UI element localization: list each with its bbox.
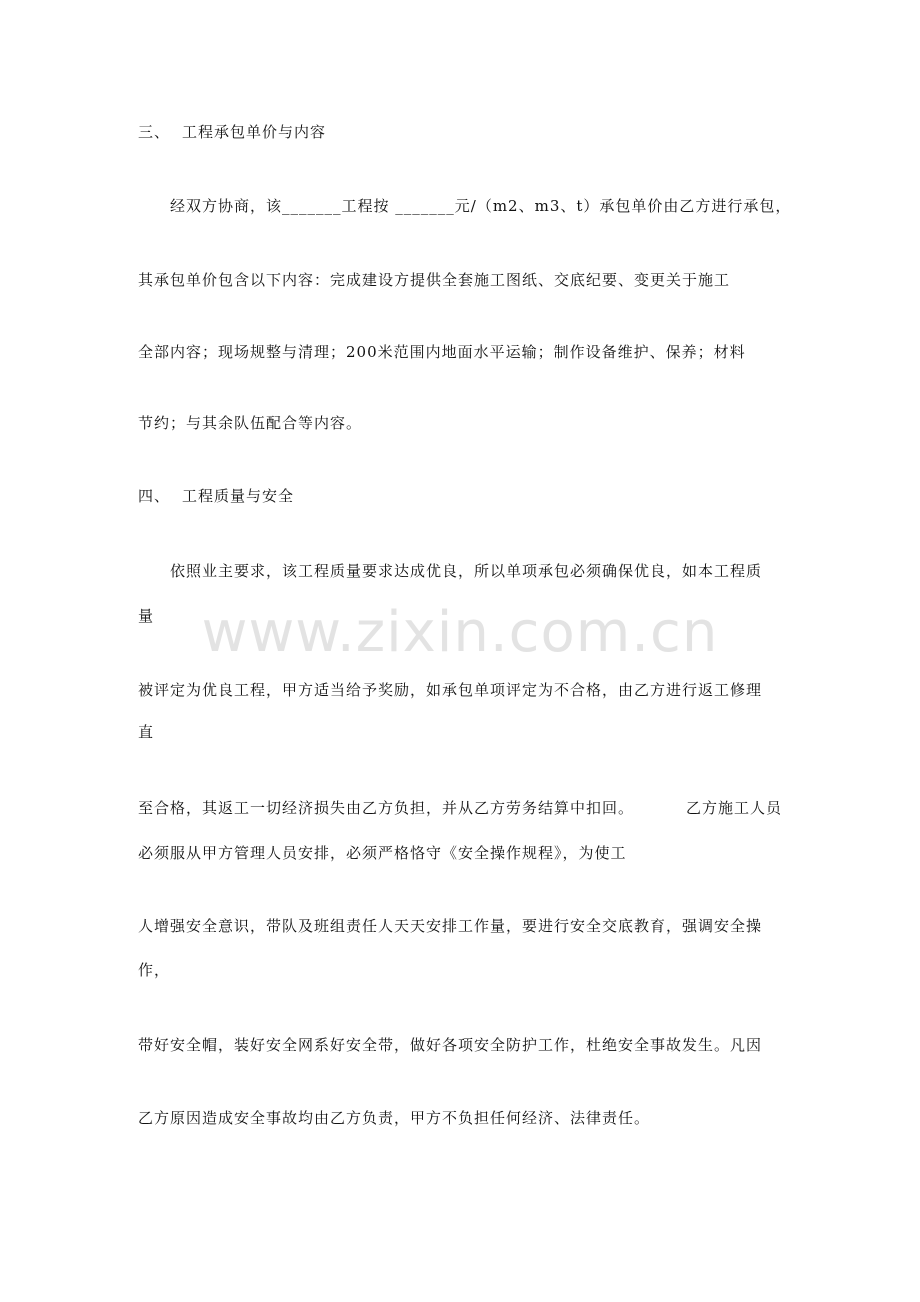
section-3-number: 三、 <box>138 123 171 141</box>
section-4-number: 四、 <box>138 487 171 505</box>
section-4-title: 工程质量与安全 <box>182 487 295 505</box>
paragraph-line: 经双方协商，该_______工程按 _______元/（m2、m3、t）承包单价由乙方进行承包， <box>170 197 792 215</box>
paragraph-line: 乙方原因造成安全事故均由乙方负责，甲方不负担任何经济、法律责任。 <box>138 1109 651 1127</box>
paragraph-line: 被评定为优良工程，甲方适当给予奖励，如承包单项评定为不合格，由乙方进行返工修理 <box>138 681 763 699</box>
paragraph-line: 必须服从甲方管理人员安排，必须严格恪守《安全操作规程》，为使工 <box>138 844 627 862</box>
section-4-heading <box>138 486 294 506</box>
paragraph-line <box>138 798 782 818</box>
paragraph-segment: 至合格，其返工一切经济损失由乙方负担，并从乙方劳务结算中扣回。 <box>138 799 635 817</box>
section-3-title: 工程承包单价与内容 <box>182 123 327 141</box>
paragraph-line: 依照业主要求，该工程质量要求达成优良，所以单项承包必须确保优良，如本工程质 <box>170 562 763 580</box>
paragraph-line: 直 <box>138 723 155 741</box>
paragraph-line: 其承包单价包含以下内容：完成建设方提供全套施工图纸、交底纪要、变更关于施工 <box>138 271 731 289</box>
paragraph-segment: 乙方施工人员 <box>686 799 783 817</box>
paragraph-line: 作， <box>138 961 171 979</box>
paragraph-line: 全部内容；现场规整与清理；200米范围内地面水平运输；制作设备维护、保养；材料 <box>138 343 746 361</box>
paragraph-line: 带好安全帽，装好安全网系好安全带，做好各项安全防护工作，杜绝安全事故发生。凡因 <box>138 1036 763 1054</box>
section-3-heading <box>138 122 326 142</box>
paragraph-line: 人增强安全意识，带队及班组责任人天天安排工作量，要进行安全交底教育，强调安全操 <box>138 917 763 935</box>
paragraph-line: 量 <box>138 607 155 625</box>
watermark: www.zixin.com.cn <box>201 600 719 665</box>
paragraph-line: 节约；与其余队伍配合等内容。 <box>138 414 363 432</box>
